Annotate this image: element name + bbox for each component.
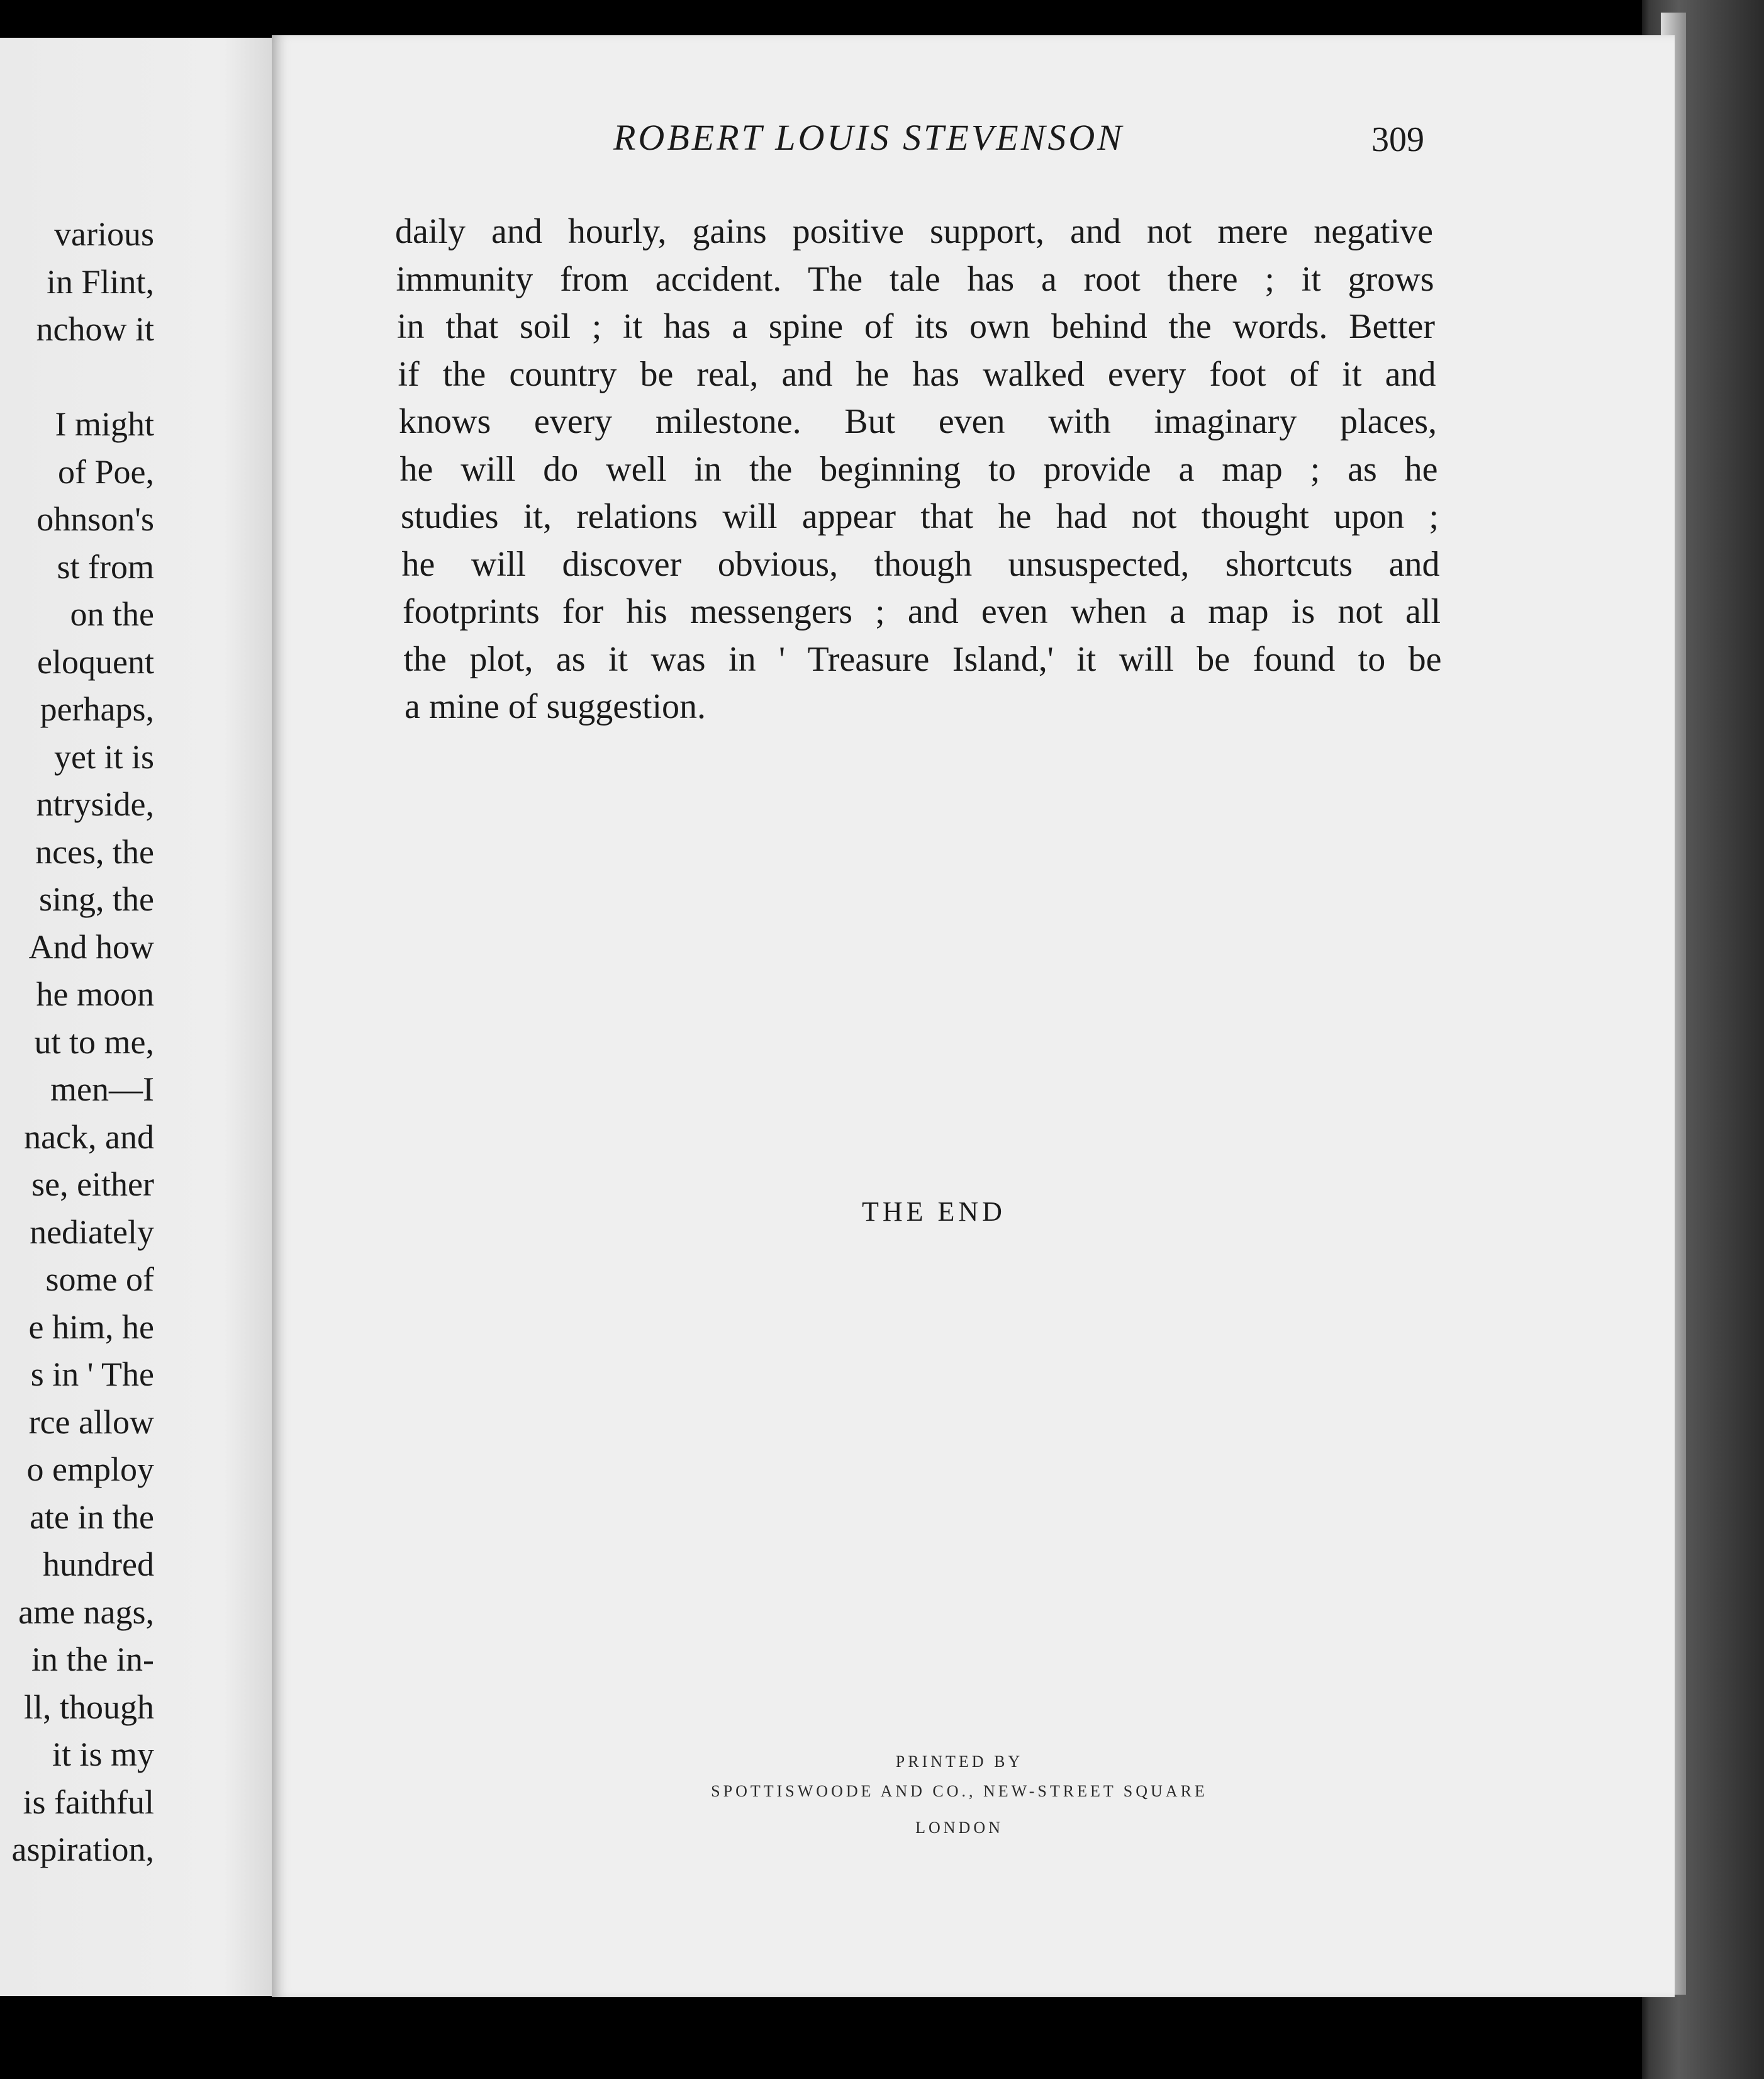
paragraph-line: footprints for his messengers ; and even when a map is not all <box>403 592 1441 631</box>
left-page-line: s in ' The <box>30 1355 154 1393</box>
left-page-line: on the <box>70 595 154 633</box>
left-page-line: o employ <box>26 1450 154 1488</box>
paragraph-line: a mine of suggestion. <box>405 687 706 726</box>
left-page-line: nchow it <box>36 310 154 348</box>
left-page-line: And how <box>28 927 154 966</box>
left-page-line: sing, the <box>39 880 154 918</box>
paragraph-line: he will do well in the beginning to provide a map ; as he <box>399 449 1438 489</box>
paragraph-line: he will discover obvious, though unsuspected, shortcuts and <box>401 544 1440 584</box>
left-page-line: nces, the <box>35 832 154 871</box>
left-page-line: ate in the <box>30 1498 154 1536</box>
imprint-city: LONDON <box>915 1818 1003 1837</box>
left-page-line: ame nags, <box>18 1593 154 1631</box>
left-page-line: rce allow <box>28 1403 154 1441</box>
left-page-line: yet it is <box>54 737 154 776</box>
left-page-line: ut to me, <box>34 1023 154 1061</box>
left-page-text <box>0 38 154 1996</box>
page-number: 309 <box>1371 120 1424 159</box>
left-page-line: e him, he <box>28 1308 154 1346</box>
left-page-line: some of <box>45 1260 154 1298</box>
left-page-line: in Flint, <box>46 262 154 301</box>
left-page-line: eloquent <box>37 642 154 681</box>
running-head: ROBERT LOUIS STEVENSON <box>613 117 1124 158</box>
left-page-line: nediately <box>30 1213 154 1251</box>
left-page-line: ntryside, <box>36 785 154 823</box>
the-end-heading: THE END <box>862 1196 1006 1227</box>
left-page-line: hundred <box>43 1545 154 1583</box>
imprint-printer-name: SPOTTISWOODE AND CO., NEW-STREET SQUARE <box>711 1782 1208 1800</box>
left-page-line: it is my <box>52 1735 154 1773</box>
imprint-printed-by: PRINTED BY <box>895 1752 1024 1771</box>
left-page-line: st from <box>57 547 154 586</box>
left-page-line: various <box>54 215 154 253</box>
left-page-line: ll, though <box>23 1688 154 1726</box>
left-page-line: nack, and <box>24 1118 154 1156</box>
left-page-line: of Poe, <box>58 452 154 491</box>
paragraph-line: knows every milestone. But even with imaginary places, <box>399 402 1437 441</box>
paragraph-line: in that soil ; it has a spine of its own behind the words. Better <box>397 307 1435 346</box>
paragraph-line: if the country be real, and he has walked every foot of it and <box>398 354 1436 394</box>
left-page-line: aspiration, <box>11 1830 154 1868</box>
left-page-line: men—I <box>50 1070 154 1108</box>
left-page-line: is faithful <box>23 1783 154 1821</box>
paragraph-line: immunity from accident. The tale has a root there ; it grows <box>396 259 1434 299</box>
left-page-line: ohnson's <box>36 500 154 538</box>
left-page-line: se, either <box>31 1165 154 1203</box>
left-page <box>0 38 280 1996</box>
paragraph-line: studies it, relations will appear that he had not thought upon ; <box>401 497 1439 536</box>
left-page-line: perhaps, <box>40 690 154 728</box>
left-page-line: in the in- <box>31 1640 154 1678</box>
left-page-line: I might <box>55 405 154 443</box>
left-page-line: he moon <box>36 975 154 1013</box>
paragraph-line: the plot, as it was in ' Treasure Island,' it will be found to be <box>403 639 1442 679</box>
paragraph-line: daily and hourly, gains positive support, and not mere negative <box>395 212 1433 251</box>
